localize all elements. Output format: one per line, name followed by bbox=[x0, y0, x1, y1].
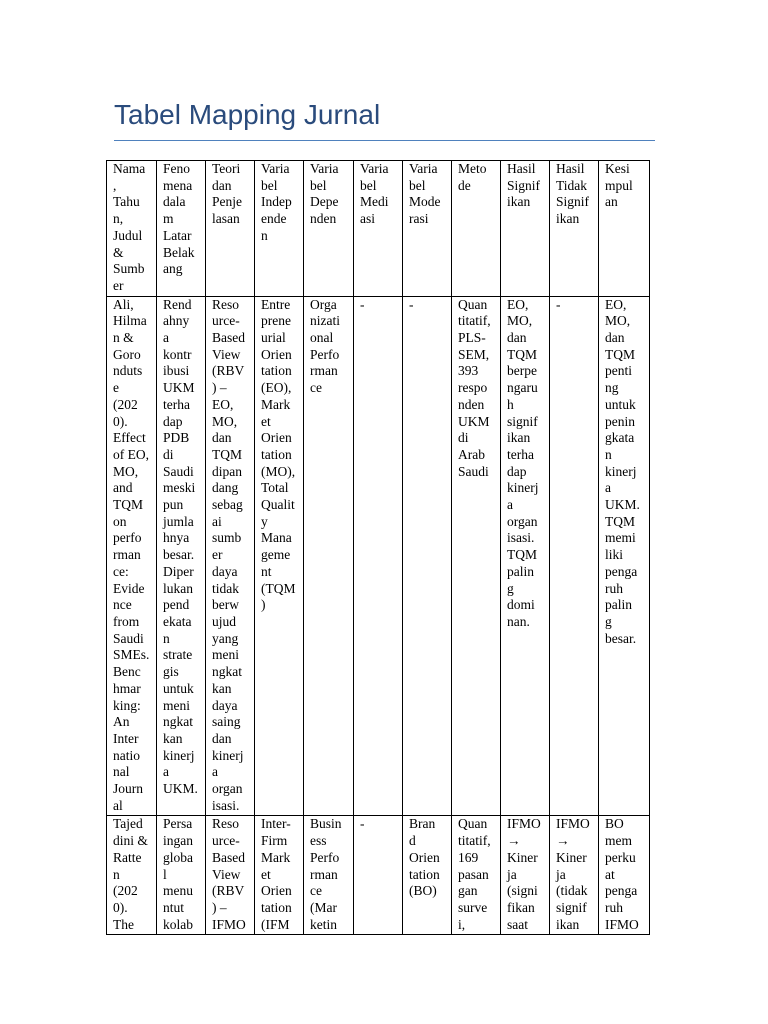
header-cell-method: Meto de bbox=[452, 161, 501, 297]
table-cell: IFMO → Kiner ja (signi fikan saat bbox=[501, 816, 550, 935]
table-cell: - bbox=[354, 296, 403, 816]
table-cell: - bbox=[354, 816, 403, 935]
table-cell: - bbox=[550, 296, 599, 816]
table-cell: Reso urce- Based View (RBV ) – EO, MO, dan TQM dipan dang sebag ai sumb er daya tidak berw ujud yang meni ngkat kan daya saing dan kinerj a organ isasi. bbox=[206, 296, 255, 816]
table-cell: Quan titatif, PLS- SEM, 393 respo nden UKM di Arab Saudi bbox=[452, 296, 501, 816]
header-cell-conclusion: Kesi mpul an bbox=[599, 161, 650, 297]
header-cell-moderating-variable: Varia bel Mode rasi bbox=[403, 161, 452, 297]
table-cell: Rend ahny a kontr ibusi UKM terha dap PDB di Saudi meski pun jumla hnya besar. Diper lukan pend ekata n strate gis untuk meni ngkat kan kinerj a UKM. bbox=[157, 296, 206, 816]
header-cell-mediating-variable: Varia bel Medi asi bbox=[354, 161, 403, 297]
page-title: Tabel Mapping Jurnal bbox=[114, 99, 381, 130]
header-row bbox=[107, 161, 650, 297]
table-cell: Tajed dini & Ratte n (202 0). The bbox=[107, 816, 157, 935]
table-cell: Persa ingan glоba l menu ntut kolab bbox=[157, 816, 206, 935]
table-cell: Bran d Orien tation (BO) bbox=[403, 816, 452, 935]
header-cell-phenomenon-background: Feno mena dala m Latar Belak ang bbox=[157, 161, 206, 297]
table-cell: Quan titatif, 169 pasan gan surve i, bbox=[452, 816, 501, 935]
table-cell: Entre prene urial Orien tation (EO), Mark et Orien tation (MO), Total Qualit y Mana geme nt (TQM ) bbox=[255, 296, 304, 816]
table-cell: - bbox=[403, 296, 452, 816]
table-cell: BO mem perku at penga ruh IFMO bbox=[599, 816, 650, 935]
header-cell-significant-results: Hasil Signif ikan bbox=[501, 161, 550, 297]
header-cell-author-year-title-source: Nama , Tahu n, Judul & Sumb er bbox=[107, 161, 157, 297]
table-cell: EO, MO, dan TQM berpe ngaru h signif ikan terha dap kinerj a organ isasi. TQM palin g domi nan. bbox=[501, 296, 550, 816]
header-cell-insignificant-results: Hasil Tidak Signif ikan bbox=[550, 161, 599, 297]
table-row bbox=[107, 296, 650, 816]
table-cell: IFMO → Kiner ja (tidak signif ikan bbox=[550, 816, 599, 935]
header-cell-dependent-variable: Varia bel Depe nden bbox=[304, 161, 354, 297]
table-cell: Reso urce- Based View (RBV ) – IFMO bbox=[206, 816, 255, 935]
header-cell-independent-variable: Varia bel Indep ende n bbox=[255, 161, 304, 297]
table-cell: Busin ess Perfo rman ce (Mar ketin bbox=[304, 816, 354, 935]
table-cell: Orga nizati onal Perfo rman ce bbox=[304, 296, 354, 816]
title-underline bbox=[114, 140, 655, 141]
table-cell: Ali, Hilma n & Goro nduts e (202 0). Effect of EO, MO, and TQM on perfo rman ce: Evide nce from Saudi SMEs. Benc hmar king: An Inter natio nal Journ al bbox=[107, 296, 157, 816]
table-cell: EO, MO, dan TQM penti ng untuk penin gkata n kinerj a UKM. TQM memi liki penga ruh palin g besar. bbox=[599, 296, 650, 816]
table-row bbox=[107, 816, 650, 935]
table-cell: Inter- Firm Mark et Orien tation (IFM bbox=[255, 816, 304, 935]
header-cell-theory: Teori dan Penje lasan bbox=[206, 161, 255, 297]
journal-mapping-table bbox=[106, 160, 650, 935]
